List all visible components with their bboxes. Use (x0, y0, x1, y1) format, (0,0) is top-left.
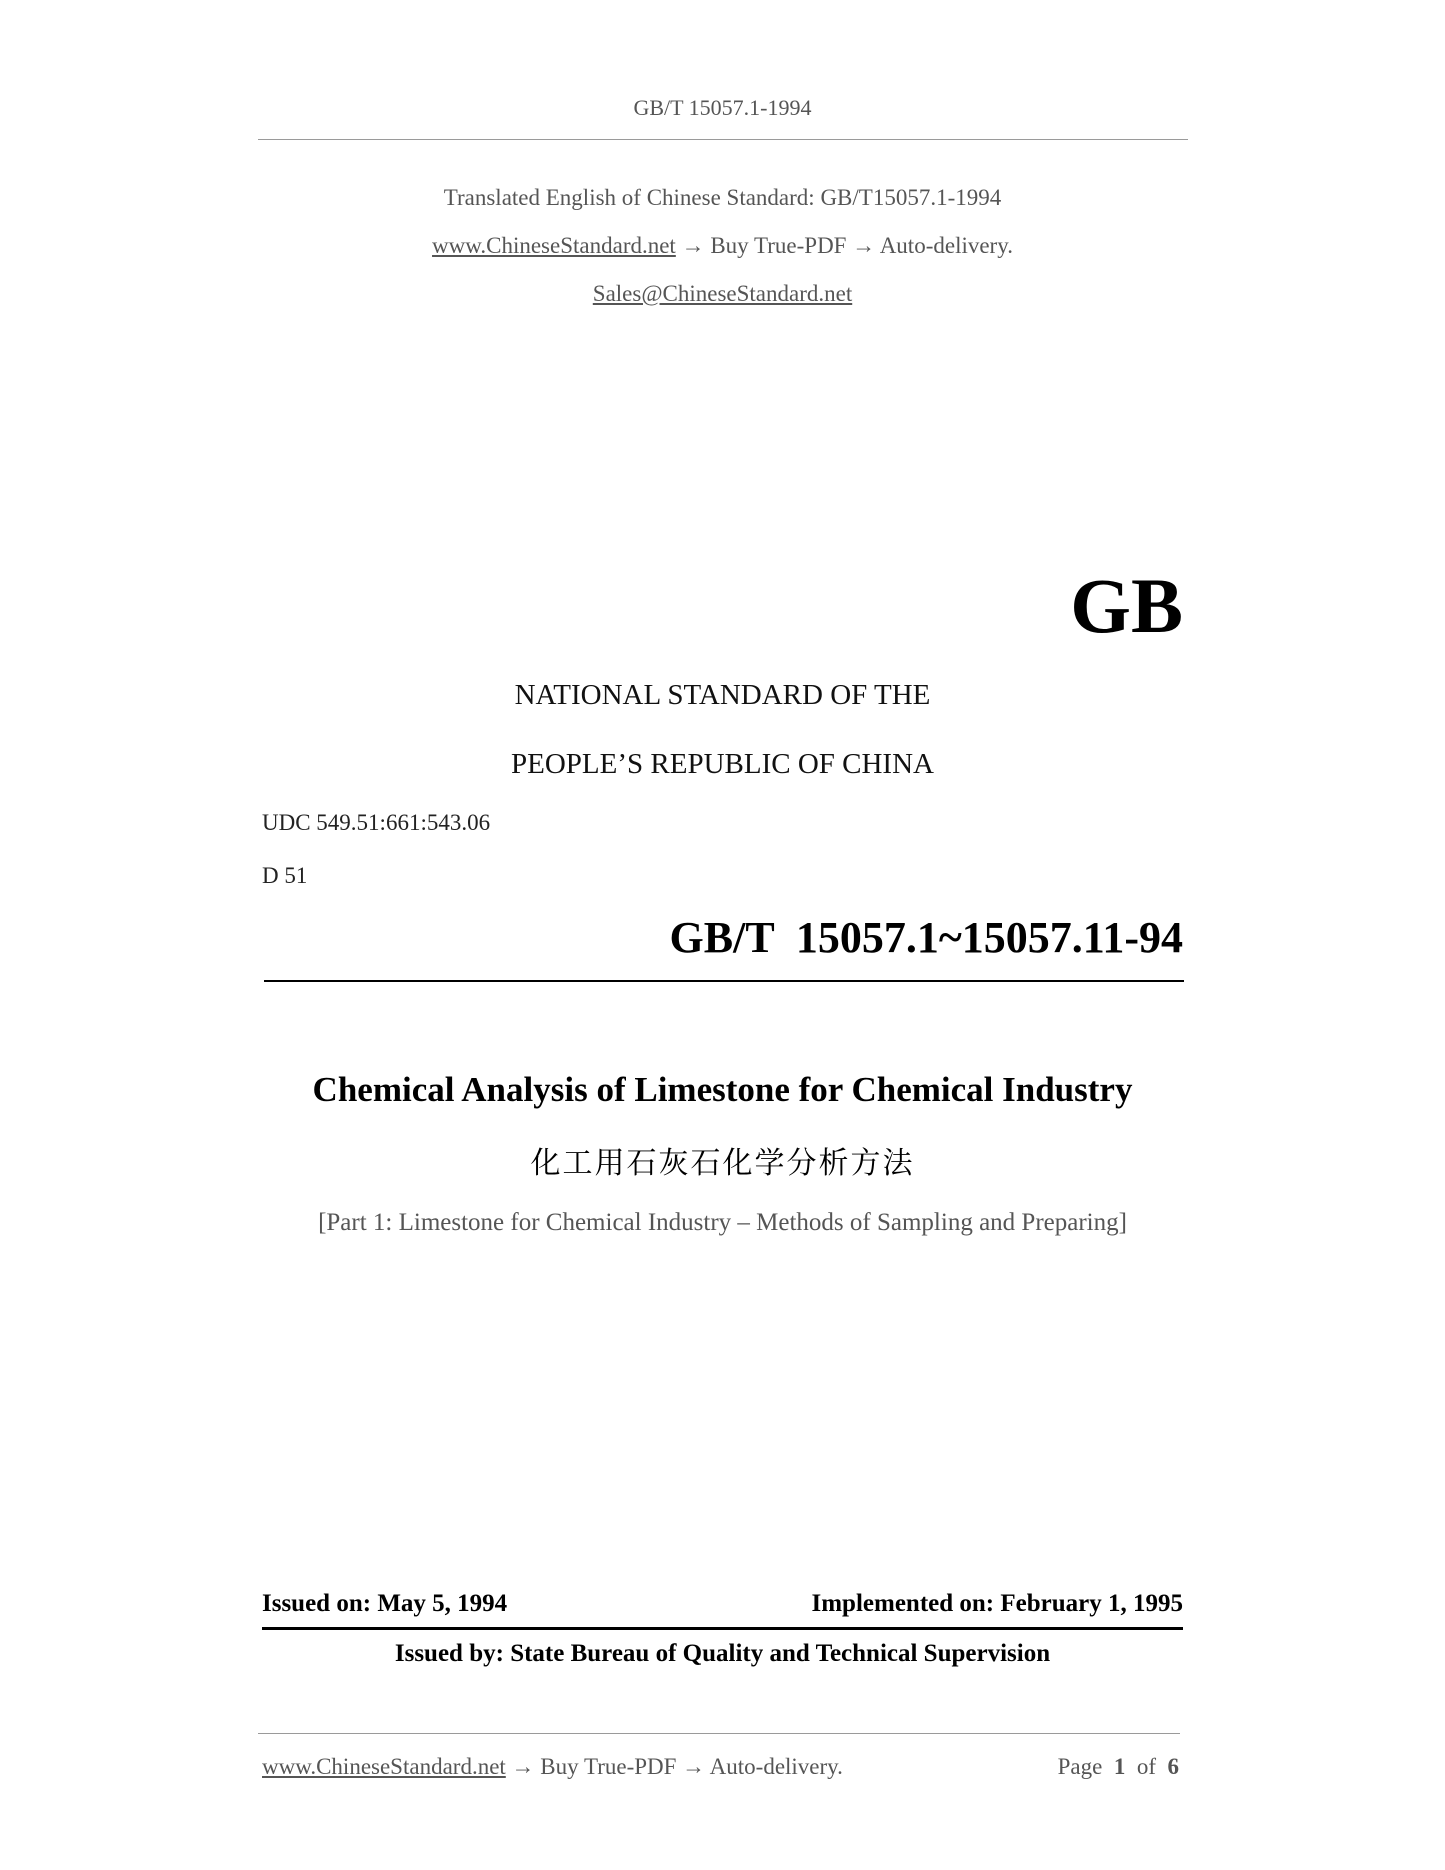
title-chinese: 化工用石灰石化学分析方法 (530, 1146, 915, 1181)
footer-divider (258, 1733, 1180, 1734)
title-english: Chemical Analysis of Limestone for Chemical Industry (312, 1070, 1133, 1109)
of-label: of (1136, 1754, 1156, 1779)
purchase-text: → Buy True-PDF → Auto-delivery. (675, 233, 1013, 258)
standard-number: GB/T 15057.1~15057.11-94 (669, 913, 1183, 962)
national-standard-line1: NATIONAL STANDARD OF THE (514, 679, 931, 711)
national-standard-line2: PEOPLE’S REPUBLIC OF CHINA (511, 748, 934, 780)
header-divider (258, 139, 1188, 140)
footer-site-link[interactable]: www.ChineseStandard.net (262, 1754, 506, 1779)
implemented-on-date: Implemented on: February 1, 1995 (811, 1590, 1183, 1617)
part-subtitle: [Part 1: Limestone for Chemical Industry – Methods of Sampling and Preparing] (318, 1209, 1127, 1236)
issued-on-date: Issued on: May 5, 1994 (262, 1590, 508, 1617)
gb-mark: GB (1070, 562, 1183, 649)
page-label: Page (1057, 1754, 1103, 1779)
page-total: 6 (1167, 1754, 1179, 1779)
email-link[interactable]: Sales@ChineseStandard.net (592, 281, 853, 306)
running-header: GB/T 15057.1-1994 (633, 95, 812, 120)
dates-rule (262, 1627, 1183, 1630)
page-indicator (1058, 1754, 1179, 1780)
translation-notice: Translated English of Chinese Standard: GB/T15057.1-1994 (443, 185, 1002, 210)
purchase-line (0, 233, 1445, 259)
ccs-code: D 51 (262, 863, 308, 888)
udc-code: UDC 549.51:661:543.06 (262, 810, 491, 835)
issuing-authority: Issued by: State Bureau of Quality and Technical Supervision (394, 1640, 1051, 1667)
page-current: 1 (1113, 1754, 1126, 1779)
email-line (0, 281, 1445, 307)
site-link[interactable]: www.ChineseStandard.net (432, 233, 676, 258)
footer-purchase-text: → Buy True-PDF → Auto-delivery. (505, 1754, 843, 1779)
standard-number-rule (264, 980, 1184, 982)
footer-purchase-line (262, 1754, 843, 1780)
